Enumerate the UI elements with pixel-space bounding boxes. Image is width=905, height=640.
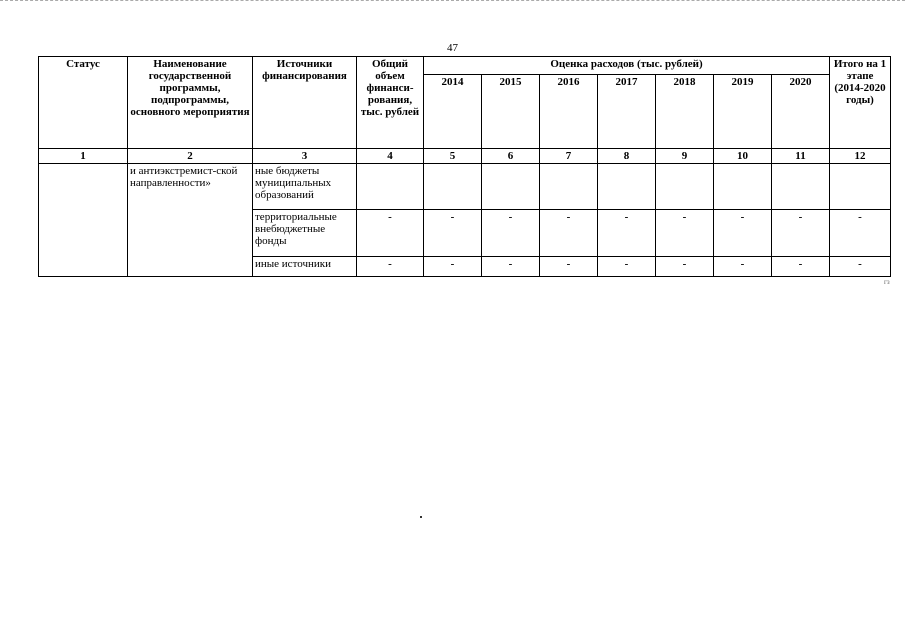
- value-cell: -: [482, 257, 540, 277]
- column-number: 10: [714, 149, 772, 164]
- value-cell: [772, 164, 830, 210]
- value-cell: -: [540, 210, 598, 257]
- header-program-name: Наименование государственной программы, подпрограммы, основного мероприятия: [128, 57, 253, 149]
- value-cell: [714, 164, 772, 210]
- value-cell: -: [540, 257, 598, 277]
- column-number: 3: [253, 149, 357, 164]
- budget-table: [38, 56, 891, 277]
- column-number-row: [39, 149, 891, 164]
- header-year: 2018: [656, 75, 714, 149]
- source-cell: ные бюджеты муниципальных образований: [253, 164, 357, 210]
- header-status: Статус: [39, 57, 128, 149]
- header-year: 2020: [772, 75, 830, 149]
- scan-speck: [420, 516, 422, 518]
- column-number: 9: [656, 149, 714, 164]
- value-cell: -: [482, 210, 540, 257]
- value-cell: -: [598, 210, 656, 257]
- header-year: 2017: [598, 75, 656, 149]
- column-number: 7: [540, 149, 598, 164]
- value-cell: [656, 164, 714, 210]
- source-cell: территориальные внебюджетные фонды: [253, 210, 357, 257]
- header-year: 2014: [424, 75, 482, 149]
- value-cell: [482, 164, 540, 210]
- status-cell: [39, 164, 128, 277]
- value-cell: -: [656, 257, 714, 277]
- column-number: 8: [598, 149, 656, 164]
- value-cell: [830, 164, 891, 210]
- column-number: 1: [39, 149, 128, 164]
- value-cell: -: [424, 210, 482, 257]
- header-total-volume: Общий объем финанси-рования, тыс. рублей: [357, 57, 424, 149]
- value-cell: -: [357, 210, 424, 257]
- header-sources: Источники финансирования: [253, 57, 357, 149]
- header-year: 2015: [482, 75, 540, 149]
- page-top-edge: [0, 0, 905, 3]
- page-number: 47: [447, 42, 458, 54]
- column-number: 5: [424, 149, 482, 164]
- value-cell: -: [830, 210, 891, 257]
- value-cell: -: [714, 210, 772, 257]
- value-cell: -: [598, 257, 656, 277]
- column-number: 11: [772, 149, 830, 164]
- value-cell: [540, 164, 598, 210]
- header-row-top: [39, 57, 891, 75]
- value-cell: -: [424, 257, 482, 277]
- header-year: 2019: [714, 75, 772, 149]
- header-stage-total: Итого на 1 этапе (2014-2020 годы): [830, 57, 891, 149]
- source-cell: иные источники: [253, 257, 357, 277]
- column-number: 2: [128, 149, 253, 164]
- value-cell: -: [714, 257, 772, 277]
- value-cell: [598, 164, 656, 210]
- value-cell: [424, 164, 482, 210]
- program-name-cell: и антиэкстремист-ской направленности»: [128, 164, 253, 277]
- header-expense-estimate: Оценка расходов (тыс. рублей): [424, 57, 830, 75]
- table-row: [39, 164, 891, 210]
- value-cell: -: [772, 257, 830, 277]
- value-cell: -: [656, 210, 714, 257]
- corner-mark: гз: [884, 278, 890, 286]
- column-number: 4: [357, 149, 424, 164]
- header-year: 2016: [540, 75, 598, 149]
- column-number: 6: [482, 149, 540, 164]
- value-cell: [357, 164, 424, 210]
- value-cell: -: [357, 257, 424, 277]
- value-cell: -: [772, 210, 830, 257]
- value-cell: -: [830, 257, 891, 277]
- column-number: 12: [830, 149, 891, 164]
